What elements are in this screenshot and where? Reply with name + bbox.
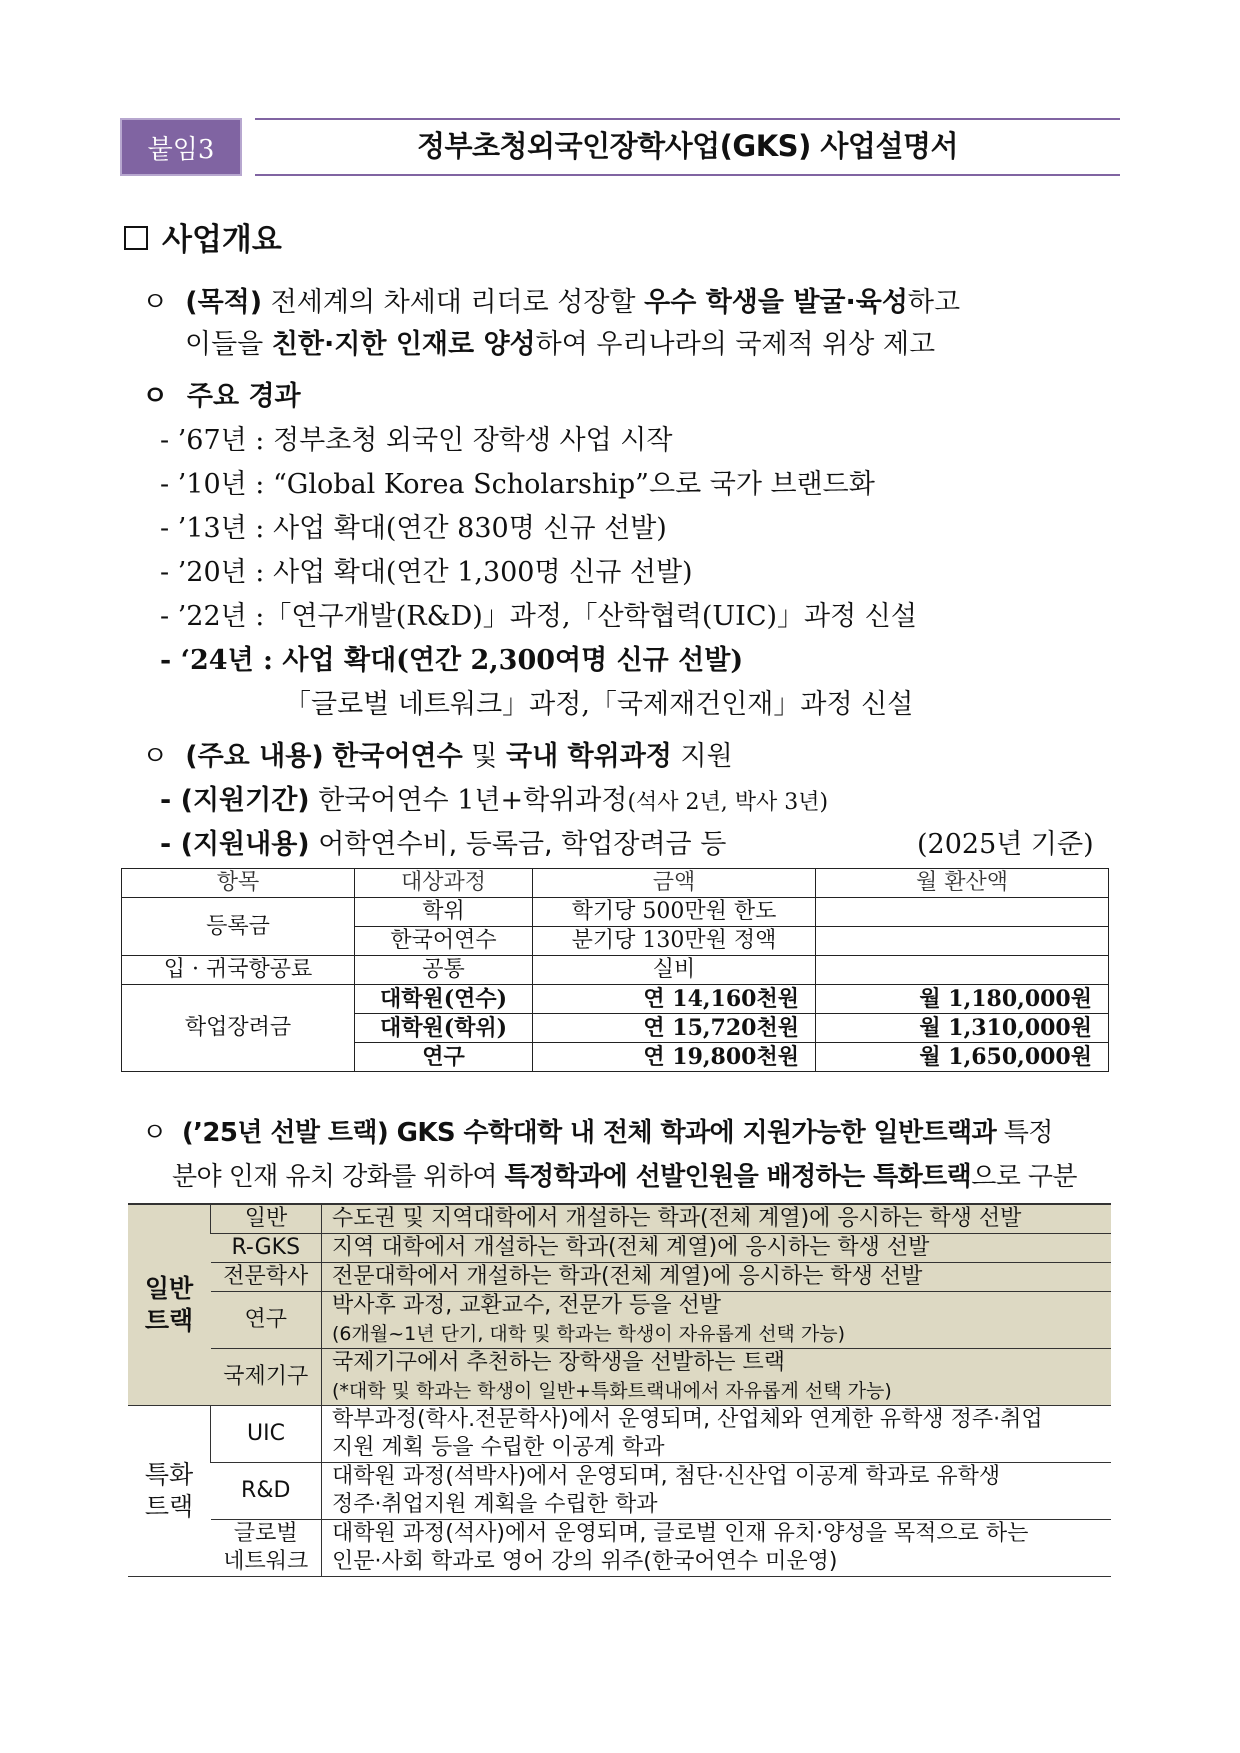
support-period-label: - (지원기간) [160, 785, 310, 816]
history-item: - ‘24년 : 사업 확대(연간 2,300여명 신규 선발) [160, 645, 744, 676]
header-divider-bottom [255, 174, 1120, 176]
support-content-line [160, 822, 726, 861]
main-content-text: 지원 [680, 741, 733, 772]
table-cell: 연 15,720천원 [533, 1014, 816, 1043]
bullet-icon: ㅇ [142, 1118, 167, 1148]
tracks-intro-line-2 [172, 1156, 1077, 1193]
table-cell: 학업장려금 [122, 985, 355, 1072]
table-cell [816, 927, 1109, 956]
history-item: - ’67년 : 정부초청 외국인 장학생 사업 시작 [160, 425, 673, 456]
history-item-continuation: 「글로벌 네트워크」과정,「국제재건인재」과정 신설 [284, 689, 914, 720]
table-cell: 대학원(연수) [355, 985, 533, 1014]
table-cell: 대학원(학위) [355, 1014, 533, 1043]
table-header-row [122, 869, 1109, 898]
track-desc [322, 1520, 1112, 1577]
section-heading [124, 214, 282, 259]
track-desc [322, 1292, 1112, 1349]
table-row [128, 1292, 1111, 1349]
purpose-line-2 [185, 322, 935, 361]
main-content-emphasis: 한국어연수 [332, 741, 463, 772]
main-content-line [142, 734, 733, 773]
support-period-line [160, 778, 828, 817]
track-name: UIC [211, 1406, 322, 1463]
track-name: 국제기구 [211, 1349, 322, 1406]
general-track-label: 일반 트랙 [144, 1274, 194, 1335]
purpose-text: 이들을 [185, 329, 264, 360]
purpose-text: 하고 [907, 287, 961, 318]
general-track-group [128, 1204, 211, 1406]
table-cell: 학기당 500만원 한도 [533, 898, 816, 927]
table-header-cell: 대상과정 [355, 869, 533, 898]
history-item: - ’22년 :「연구개발(R&D)」과정,「산학협력(UIC)」과정 신설 [160, 601, 917, 632]
table-row [122, 956, 1109, 985]
table-cell [816, 956, 1109, 985]
table-row [128, 1349, 1111, 1406]
table-cell: 연구 [355, 1043, 533, 1072]
tracks-intro-line-1 [142, 1112, 1053, 1149]
purpose-label: (목적) [185, 287, 263, 318]
attachment-badge: 붙임3 [120, 118, 242, 176]
track-name: 연구 [211, 1292, 322, 1349]
document-header [120, 118, 1120, 176]
main-content-label: (주요 내용) [185, 741, 324, 772]
table-row [128, 1234, 1111, 1263]
track-desc-line: 국제기구에서 추천하는 장학생을 선발하는 트랙 [332, 1350, 786, 1375]
table-cell: 연 14,160천원 [533, 985, 816, 1014]
table-cell: 월 1,650,000원 [816, 1043, 1109, 1072]
tracks-intro-emphasis: (’25년 선발 트랙) GKS 수학대학 내 전체 학과에 지원가능한 일반트랙과 [181, 1118, 997, 1148]
track-desc: 지역 대학에서 개설하는 학과(전체 계열)에 응시하는 학생 선발 [322, 1234, 1112, 1263]
bullet-icon: ㅇ [142, 741, 169, 772]
history-heading [142, 374, 301, 413]
track-name: 글로벌 네트워크 [211, 1520, 322, 1577]
purpose-line-1 [142, 280, 960, 319]
tracks-intro-emphasis: 특정학과에 선발인원을 배정하는 특화트랙 [504, 1162, 972, 1192]
main-content-emphasis: 국내 학위과정 [505, 741, 672, 772]
purpose-emphasis: 친한·지한 인재로 양성 [271, 329, 536, 360]
track-desc: 수도권 및 지역대학에서 개설하는 학과(전체 계열)에 응시하는 학생 선발 [322, 1204, 1112, 1234]
bullet-icon: ㅇ [142, 381, 169, 412]
history-item: - ’10년 : “Global Korea Scholarship”으로 국가 브랜드화 [160, 469, 875, 500]
track-desc-note: (6개월~1년 단기, 대학 및 학과는 학생이 자유롭게 선택 가능) [332, 1323, 846, 1345]
track-desc [322, 1349, 1112, 1406]
bullet-icon: ㅇ [142, 287, 169, 318]
table-cell: 월 1,310,000원 [816, 1014, 1109, 1043]
history-title: 주요 경과 [186, 381, 301, 412]
table-header-cell: 금액 [533, 869, 816, 898]
table-row [128, 1520, 1111, 1577]
track-desc-line: 박사후 과정, 교환교수, 전문가 등을 선발 [332, 1293, 721, 1318]
table-row [122, 898, 1109, 927]
purpose-text: 전세계의 차세대 리더로 성장할 [270, 287, 636, 318]
tracks-intro-text: 특정 [1003, 1118, 1053, 1148]
table-header-cell: 항목 [122, 869, 355, 898]
table-header-cell: 월 환산액 [816, 869, 1109, 898]
checkbox-square-icon [124, 226, 148, 250]
section-heading-text: 사업개요 [162, 222, 282, 258]
tracks-table [128, 1203, 1111, 1577]
history-item: - ’13년 : 사업 확대(연간 830명 신규 선발) [160, 513, 667, 544]
table-row [128, 1406, 1111, 1463]
table-row [128, 1463, 1111, 1520]
purpose-emphasis: 우수 학생을 발굴·육성 [644, 287, 908, 318]
table-row [128, 1263, 1111, 1292]
table-row [128, 1204, 1111, 1234]
special-track-group [128, 1406, 211, 1577]
track-name: R&D [211, 1463, 322, 1520]
track-desc-line: 대학원 과정(석박사)에서 운영되며, 첨단·신산업 이공계 학과로 유학생 [332, 1464, 1001, 1489]
table-cell: 학위 [355, 898, 533, 927]
support-table [121, 868, 1109, 1072]
history-item: - ’20년 : 사업 확대(연간 1,300명 신규 선발) [160, 557, 693, 588]
header-divider-top [255, 118, 1120, 120]
track-desc-line: 인문·사회 학과로 영어 강의 위주(한국어연수 미운영) [332, 1549, 838, 1574]
table-cell: 한국어연수 [355, 927, 533, 956]
tracks-intro-text: 으로 구분 [971, 1162, 1077, 1192]
document-title: 정부초청외국인장학사업(GKS) 사업설명서 [417, 129, 958, 163]
table-cell: 연 19,800천원 [533, 1043, 816, 1072]
table-cell: 등록금 [122, 898, 355, 956]
track-desc [322, 1406, 1112, 1463]
special-track-label: 특화 트랙 [144, 1460, 194, 1521]
track-desc [322, 1463, 1112, 1520]
table-cell: 월 1,180,000원 [816, 985, 1109, 1014]
track-desc: 전문대학에서 개설하는 학과(전체 계열)에 응시하는 학생 선발 [322, 1263, 1112, 1292]
table-row [122, 985, 1109, 1014]
support-period-text: 한국어연수 1년+학위과정 [318, 785, 628, 816]
track-name: 전문학사 [211, 1263, 322, 1292]
table-cell: 분기당 130만원 정액 [533, 927, 816, 956]
track-desc-note: (*대학 및 학과는 학생이 일반+특화트랙내에서 자유롭게 선택 가능) [332, 1380, 892, 1402]
track-desc-line: 지원 계획 등을 수립한 이공계 학과 [332, 1435, 665, 1460]
support-period-note: (석사 2년, 박사 3년) [627, 790, 829, 815]
tracks-intro-text: 분야 인재 유치 강화를 위하여 [172, 1162, 497, 1192]
track-name: 일반 [211, 1204, 322, 1234]
track-desc-line: 대학원 과정(석사)에서 운영되며, 글로벌 인재 유치·양성을 목적으로 하는 [332, 1521, 1029, 1546]
table-cell [816, 898, 1109, 927]
track-name: R-GKS [211, 1234, 322, 1263]
track-desc-line: 정주·취업지원 계획을 수립한 학과 [332, 1492, 658, 1517]
table-cell: 입 · 귀국항공료 [122, 956, 355, 985]
table-cell: 공통 [355, 956, 533, 985]
support-content-text: 어학연수비, 등록금, 학업장려금 등 [318, 829, 727, 860]
support-basis-note: (2025년 기준) [917, 829, 1094, 860]
main-content-text: 및 [471, 741, 498, 772]
table-cell: 실비 [533, 956, 816, 985]
support-content-label: - (지원내용) [160, 829, 310, 860]
purpose-text: 하여 우리나라의 국제적 위상 제고 [535, 329, 936, 360]
track-desc-line: 학부과정(학사.전문학사)에서 운영되며, 산업체와 연계한 유학생 정주·취업 [332, 1407, 1043, 1432]
